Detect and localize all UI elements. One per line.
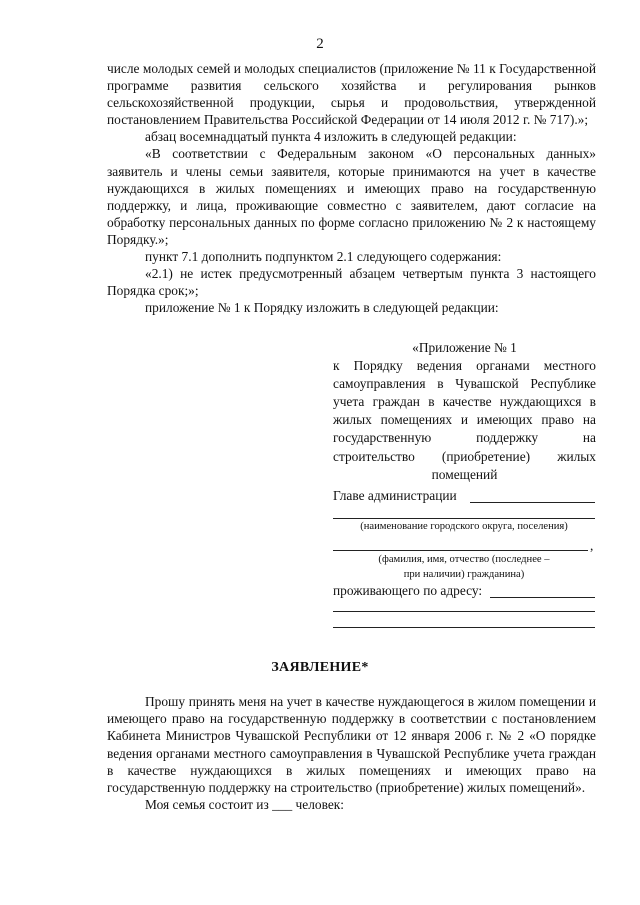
paragraph-amend-4: абзац восемнадцатый пункта 4 изложить в следующей редакции: bbox=[145, 129, 517, 145]
paragraph-amend-7-1: пункт 7.1 дополнить подпунктом 2.1 следующего содержания: bbox=[145, 249, 502, 265]
attachment-text: к Порядку ведения органами местного самоуправления в Чувашской Республике учета граждан в качестве нуждающихся в жилых помещениях и имеющих право на государственную поддержку на строительство (приобретение) жилых помещений bbox=[333, 358, 596, 482]
full-name-hint-2: при наличии) гражданина) bbox=[403, 569, 525, 580]
full-name-hint-1: (фамилия, имя, отчество (последнее – bbox=[378, 554, 550, 565]
address-label: проживающего по адресу: bbox=[333, 583, 483, 598]
page-number: 2 bbox=[316, 36, 324, 52]
petition-paragraph: Прошу принять меня на учет в качестве нуждающегося в жилом помещении и имеющего право на государственную поддержку в соответствии с постановлением Кабинета Министров Чувашской Республики от 12 января 2006 г. № 2 «О порядке ведения органами местного самоуправления в Чувашской Республике учета граждан в качестве нуждающихся в жилых помещениях и имеющих право на государственную поддержку на строительство (приобретение) жилых помещений». bbox=[107, 694, 596, 796]
municipality-hint: (наименование городского округа, поселения) bbox=[360, 521, 568, 532]
full-name-line[interactable] bbox=[333, 550, 588, 551]
municipality-line[interactable] bbox=[333, 518, 595, 519]
attachment-header bbox=[333, 339, 596, 484]
address-line-3[interactable] bbox=[333, 627, 595, 628]
address-line-1[interactable] bbox=[490, 597, 595, 598]
paragraph-consent: «В соответствии с Федеральным законом «О персональных данных» заявитель и члены семьи заявителя, которые принимаются на учет в качестве нуждающихся в жилых помещениях и имеющих право на государственную поддержку, и лица, проживающие совместно с заявителем, дают согласие на обработку персональных данных по форме согласно приложению № 2 к настоящему Порядку.»; bbox=[107, 146, 596, 247]
paragraph-continuation: числе молодых семей и молодых специалистов (приложение № 11 к Государственной программе развития сельского хозяйства и регулирования рынков сельскохозяйственной продукции, сырья и продовольствия, утвержденной постановлением Правительства Российской Федерации от 14 июля 2012 г. № 717).»; bbox=[107, 61, 596, 128]
paragraph-amend-annex: приложение № 1 к Порядку изложить в следующей редакции: bbox=[145, 300, 499, 316]
paragraph-subitem-2-1: «2.1) не истек предусмотренный абзацем четвертым пункта 3 настоящего Порядка срок;»; bbox=[107, 266, 596, 299]
address-line-2[interactable] bbox=[333, 611, 595, 612]
head-label: Главе администрации bbox=[333, 488, 457, 503]
statement-heading: ЗАЯВЛЕНИЕ* bbox=[271, 660, 369, 675]
family-size-paragraph: Моя семья состоит из ___ человек: bbox=[145, 797, 345, 813]
petition-text bbox=[107, 693, 596, 813]
head-name-line[interactable] bbox=[470, 502, 595, 503]
comma: , bbox=[590, 538, 594, 553]
attachment-title: «Приложение № 1 bbox=[412, 340, 517, 355]
body-text bbox=[107, 60, 596, 316]
